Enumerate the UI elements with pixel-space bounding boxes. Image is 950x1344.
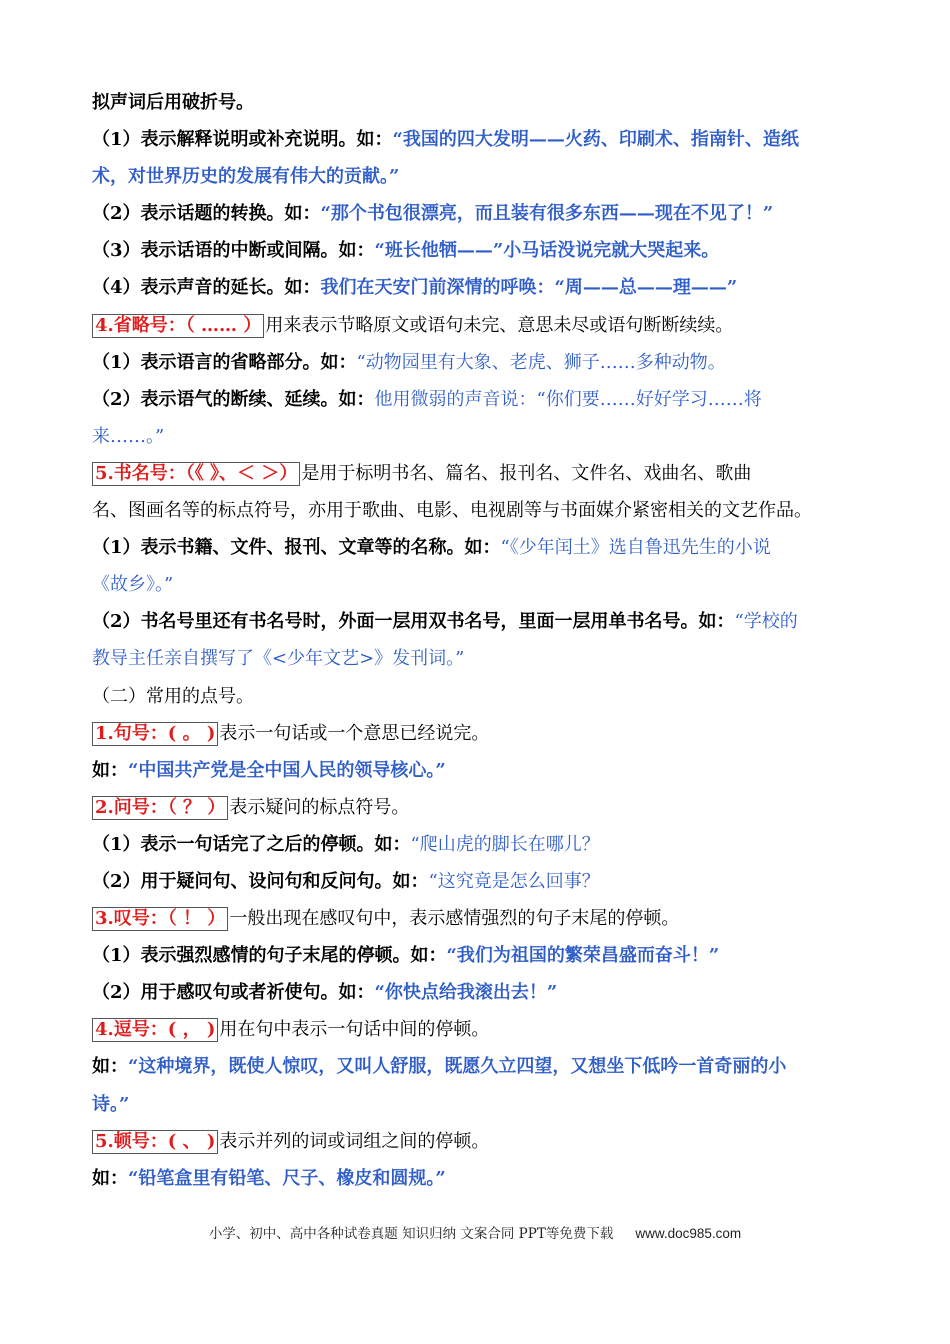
document-body [92, 84, 862, 1197]
text-line [92, 789, 862, 826]
footer-url: www.doc985.com [635, 1226, 742, 1241]
text-run: 如： [92, 1056, 128, 1078]
text-run: 如： [92, 759, 128, 781]
example-quote: 我们在天安门前深情的呼唤：“周——总——理——” [320, 277, 738, 299]
punctuation-label-box: 2.问号：（ ？ ） [92, 796, 228, 820]
text-run: 表示一句话或一个意思已经说完。 [219, 722, 490, 744]
footer-text: 小学、初中、高中各种试卷真题 知识归纳 文案合同 PPT等免费下载 [208, 1226, 614, 1242]
text-line [92, 640, 862, 677]
text-run: （1）表示强烈感情的句子末尾的停顿。如： [92, 945, 447, 967]
text-run: 拟声词后用破折号。 [92, 92, 254, 113]
punctuation-label-box: 5.书名号：（《 》、＜ ＞） [92, 462, 300, 486]
text-line [92, 121, 862, 158]
text-run: （4）表示声音的延长。如： [92, 277, 321, 299]
example-quote: “那个书包很漂亮，而且装有很多东西——现在不见了！” [320, 203, 774, 225]
punctuation-label-box: 1.句号：( 。 ) [92, 722, 218, 746]
text-run: （3）表示话语的中断或间隔。如： [92, 240, 375, 262]
example-quote: 他用微弱的声音说：“你们要……好好学习……将 [374, 388, 762, 410]
text-line [92, 1086, 862, 1123]
text-line [92, 826, 862, 863]
example-quote: 来……。” [92, 425, 165, 447]
text-run: （1）表示解释说明或补充说明。如： [92, 129, 393, 151]
text-line [92, 974, 862, 1011]
text-line [92, 269, 862, 306]
text-line [92, 566, 862, 603]
text-line [92, 937, 862, 974]
text-line [92, 1123, 862, 1160]
punctuation-label-box: 4.逗号：( ， ) [92, 1018, 218, 1042]
example-quote: “班长他牺——”小马话没说完就大哭起来。 [374, 240, 720, 262]
text-line [92, 158, 862, 195]
text-run: 如： [92, 1167, 128, 1189]
page-footer [0, 1222, 950, 1242]
text-run: 用在句中表示一句话中间的停顿。 [219, 1019, 490, 1041]
text-run: （2）表示话题的转换。如： [92, 203, 321, 225]
text-line [92, 529, 862, 566]
text-line [92, 307, 862, 344]
text-run: 表示并列的词或词组之间的停顿。 [219, 1130, 490, 1152]
text-run: 名、图画名等的标点符号，亦用于歌曲、电影、电视剧等与书面媒介紧密相关的文艺作品。 [92, 500, 812, 522]
text-line [92, 84, 862, 121]
text-line [92, 900, 862, 937]
text-run: 是用于标明书名、篇名、报刊名、文件名、戏曲名、歌曲 [301, 462, 752, 484]
text-run: （1）表示语言的省略部分。如： [92, 351, 357, 373]
text-line [92, 1048, 862, 1085]
text-line [92, 1011, 862, 1048]
example-quote: “动物园里有大象、老虎、狮子……多种动物。 [356, 351, 726, 373]
text-line [92, 715, 862, 752]
example-quote: “《少年闰土》选自鲁迅先生的小说 [500, 537, 771, 559]
example-quote: “学校的 [734, 611, 798, 633]
text-run: 表示疑问的标点符号。 [229, 796, 410, 818]
text-line [92, 418, 862, 455]
example-quote: 诗。” [92, 1093, 130, 1115]
text-line [92, 678, 862, 715]
text-run: （2）书名号里还有书名号时，外面一层用双书名号，里面一层用单书名号。如： [92, 611, 735, 633]
text-line [92, 863, 862, 900]
text-run: （2）表示语气的断续、延续。如： [92, 388, 375, 410]
example-quote: 术，对世界历史的发展有伟大的贡献。” [92, 166, 400, 188]
example-quote: “这究竟是怎么回事？ [428, 870, 600, 892]
punctuation-label-box: 3.叹号：（ ！ ） [92, 907, 228, 931]
example-quote: “铅笔盒里有铅笔、尺子、橡皮和圆规。” [128, 1167, 446, 1189]
punctuation-label-box: 5.顿号：( 、 ) [92, 1130, 218, 1154]
example-quote: “这种境界，既使人惊叹，又叫人舒服，既愿久立四望，又想坐下低吟一首奇丽的小 [128, 1056, 787, 1078]
text-line [92, 1160, 862, 1197]
example-quote: “我国的四大发明——火药、印刷术、指南针、造纸 [392, 129, 799, 151]
punctuation-label-box: 4.省略号：（ …… ） [92, 314, 264, 338]
text-line [92, 752, 862, 789]
text-run: （二）常用的点号。 [92, 685, 254, 707]
text-run: （1）表示书籍、文件、报刊、文章等的名称。如： [92, 537, 501, 559]
text-run: （1）表示一句话完了之后的停顿。如： [92, 833, 411, 855]
text-run: （2）用于疑问句、设问句和反问句。如： [92, 870, 429, 892]
text-line [92, 492, 862, 529]
text-line [92, 381, 862, 418]
text-run: （2）用于感叹句或者祈使句。如： [92, 982, 375, 1004]
text-line [92, 344, 862, 381]
text-run: 一般出现在感叹句中，表示感情强烈的句子末尾的停顿。 [229, 908, 680, 930]
text-line [92, 195, 862, 232]
text-line [92, 232, 862, 269]
text-line [92, 455, 862, 492]
example-quote: 《故乡》。” [92, 574, 174, 596]
text-line [92, 603, 862, 640]
example-quote: “爬山虎的脚长在哪儿？ [410, 833, 600, 855]
example-quote: “你快点给我滚出去！” [374, 982, 558, 1004]
example-quote: “我们为祖国的繁荣昌盛而奋斗！” [446, 945, 720, 967]
example-quote: “中国共产党是全中国人民的领导核心。” [128, 759, 446, 781]
text-run: 用来表示节略原文或语句未完、意思未尽或语句断断续续。 [265, 314, 734, 336]
example-quote: 教导主任亲自撰写了《<少年文艺>》发刊词。” [92, 648, 465, 670]
